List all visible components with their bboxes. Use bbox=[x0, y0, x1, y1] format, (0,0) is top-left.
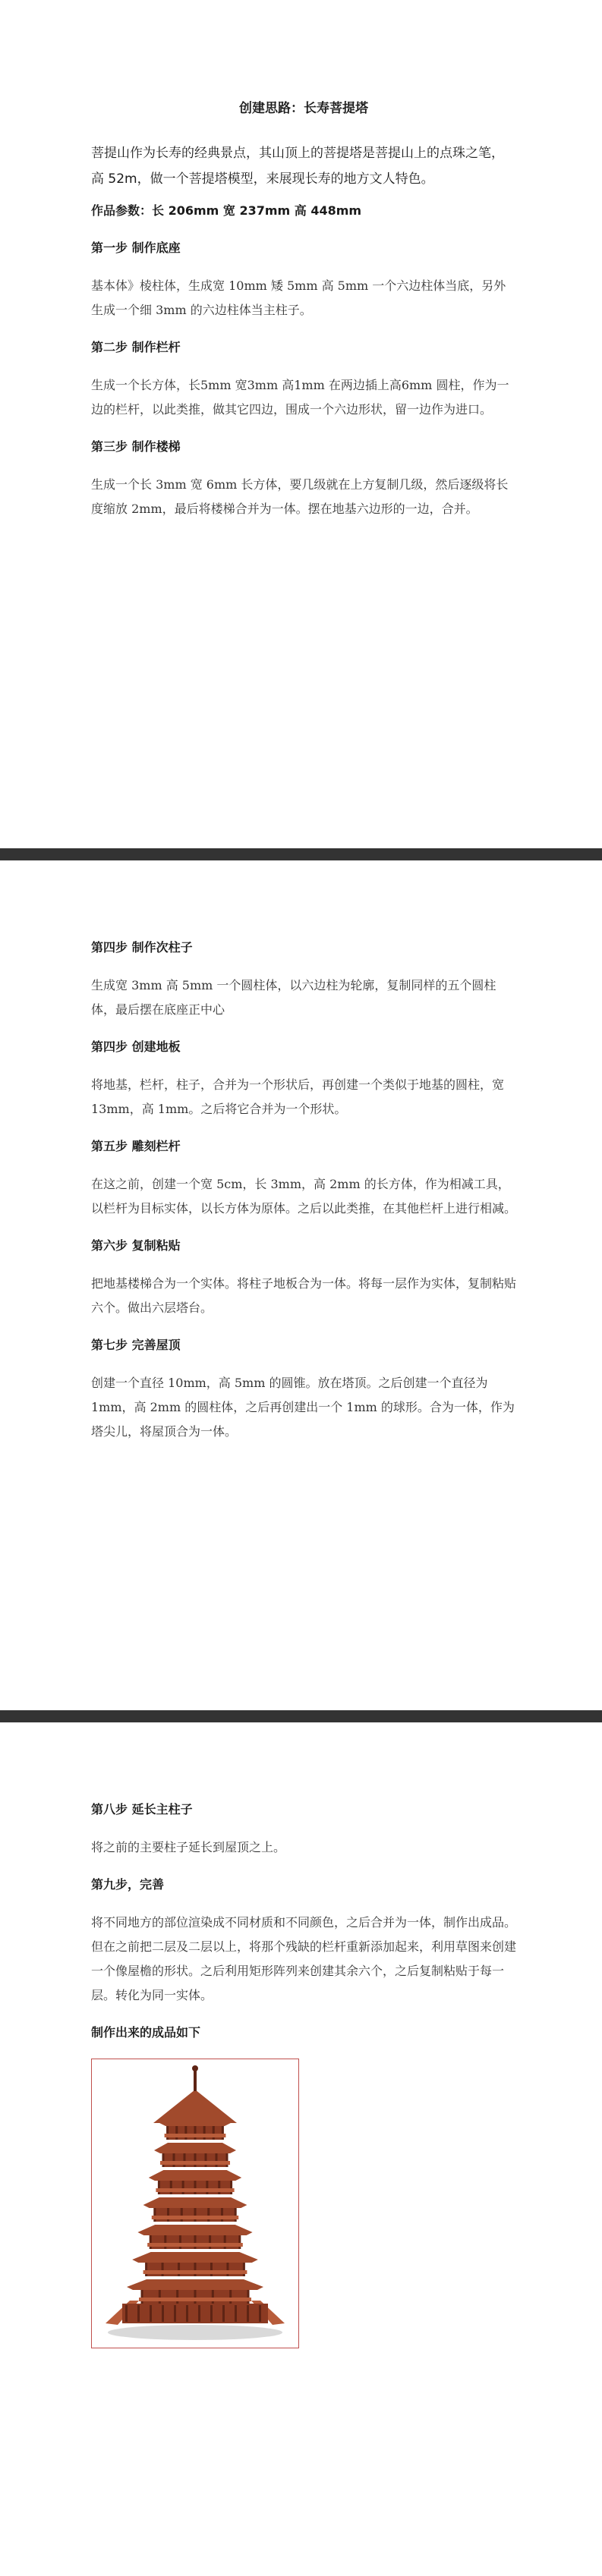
base-post bbox=[198, 2305, 200, 2322]
page-3-content bbox=[91, 1800, 516, 2348]
base-post bbox=[150, 2305, 152, 2322]
base-post bbox=[222, 2305, 225, 2322]
tier-railing bbox=[143, 2270, 247, 2274]
top-roof bbox=[153, 2090, 237, 2123]
base-post bbox=[174, 2305, 176, 2322]
tier-railing bbox=[152, 2216, 238, 2219]
step-4b-heading: 第四步 创建地板 bbox=[91, 1040, 181, 1054]
base-post bbox=[247, 2305, 249, 2322]
step-8-body: 将之前的主要柱子延长到屋顶之上。 bbox=[91, 1840, 286, 1854]
tier-eave bbox=[149, 2170, 241, 2181]
step-1-body: 基本体》棱柱体，生成宽 10mm 矮 5mm 高 5mm 一个六边柱体当底，另外生成一个细 3mm 的六边柱体当主柱子。 bbox=[91, 278, 506, 317]
tier-eave bbox=[127, 2279, 263, 2290]
pagoda-model-image bbox=[91, 2059, 299, 2348]
document-page-1 bbox=[0, 0, 602, 848]
tier-eave bbox=[137, 2225, 252, 2235]
document-title: 创建思路：长寿菩提塔 bbox=[239, 101, 368, 116]
step-2-heading: 第二步 制作栏杆 bbox=[91, 340, 181, 354]
step-7-heading: 第七步 完善屋顶 bbox=[91, 1338, 181, 1352]
tier-railing bbox=[139, 2298, 251, 2301]
step-4b-body: 将地基，栏杆，柱子，合并为一个形状后，再创建一个类似于地基的圆柱，宽 13mm，高 1mm。之后将它合并为一个形状。 bbox=[91, 1077, 505, 1116]
work-parameters: 作品参数：长 206mm 宽 237mm 高 448mm bbox=[91, 203, 362, 218]
pagoda-model-illustration bbox=[92, 2059, 298, 2348]
tier-railing bbox=[160, 2161, 230, 2165]
step-5-body: 在这之前，创建一个宽 5cm，长 3mm，高 2mm 的长方体，作为相减工具，以栏杆为目标实体，以长方体为原体。之后以此类推，在其他栏杆上进行相减。 bbox=[91, 1177, 517, 1216]
step-1-heading: 第一步 制作底座 bbox=[91, 241, 181, 255]
step-9-heading: 第九步，完善 bbox=[91, 1877, 165, 1892]
step-7-body: 创建一个直径 10mm，高 5mm 的圆锥。放在塔顶。之后创建一个直径为 1mm，高 2mm 的圆柱体，之后再创建出一个 1mm 的球形。合为一体，作为塔尖儿，将屋顶合为一体。 bbox=[91, 1376, 515, 1439]
base-post bbox=[186, 2305, 188, 2322]
step-6-heading: 第六步 复制粘贴 bbox=[91, 1238, 181, 1253]
step-4a-body: 生成宽 3mm 高 5mm 一个圆柱体，以六边柱为轮廓，复制同样的五个圆柱体，最后摆在底座正中心 bbox=[91, 978, 496, 1017]
step-6-body: 把地基楼梯合为一个实体。将柱子地板合为一体。将每一层作为实体，复制粘贴六个。做出六层塔台。 bbox=[91, 1276, 517, 1315]
base-post bbox=[210, 2305, 213, 2322]
base-post bbox=[137, 2305, 140, 2322]
step-5-heading: 第五步 雕刻栏杆 bbox=[91, 1139, 181, 1153]
step-3-heading: 第三步 制作楼梯 bbox=[91, 439, 181, 454]
base-post bbox=[235, 2305, 237, 2322]
step-9-body: 将不同地方的部位渲染成不同材质和不同颜色，之后合并为一体，制作出成品。但在之前把二层及二层以上，将那个残缺的栏杆重新添加起来，利用草图来创建一个像屋檐的形状。之后利用矩形阵列来创建其余六个，之后复制粘贴于每一层。转化为同一实体。 bbox=[91, 1915, 517, 2002]
step-8-heading: 第八步 延长主柱子 bbox=[91, 1802, 193, 1816]
step-4a-heading: 第四步 制作次柱子 bbox=[91, 940, 193, 955]
page-2-content bbox=[91, 938, 516, 1459]
intro-paragraph: 菩提山作为长寿的经典景点，其山顶上的菩提塔是菩提山上的点珠之笔，高 52m，做一个菩提塔模型，来展现长寿的地方文人特色。 bbox=[91, 146, 504, 187]
step-3-body: 生成一个长 3mm 宽 6mm 长方体，要几级就在上方复制几级，然后逐级将长度缩放 2mm，最后将楼梯合并为一体。摆在地基六边形的一边，合并。 bbox=[91, 477, 509, 516]
base-platform bbox=[122, 2304, 268, 2323]
result-heading: 制作出来的成品如下 bbox=[91, 2025, 201, 2040]
ground-shadow bbox=[108, 2325, 282, 2340]
page-separator bbox=[0, 1710, 602, 1722]
tier-eave bbox=[132, 2252, 258, 2263]
document-page-3 bbox=[0, 1722, 602, 2576]
tier-railing bbox=[156, 2188, 234, 2192]
page-1-content bbox=[91, 97, 516, 536]
base-post bbox=[125, 2305, 128, 2322]
spire-pole bbox=[194, 2070, 197, 2091]
spire-ball bbox=[192, 2065, 198, 2071]
step-2-body: 生成一个长方体，长5mm 宽3mm 高1mm 在两边插上高6mm 圆柱，作为一边的栏杆，以此类推，做其它四边，围成一个六边形状，留一边作为进口。 bbox=[91, 378, 509, 417]
base-post bbox=[259, 2305, 261, 2322]
tier-eave bbox=[154, 2143, 236, 2153]
document-page-2 bbox=[0, 860, 602, 1710]
tier-eave bbox=[143, 2197, 247, 2208]
tier-railing bbox=[165, 2134, 226, 2137]
page-separator bbox=[0, 848, 602, 860]
tier-railing bbox=[147, 2243, 243, 2247]
base-post bbox=[162, 2305, 164, 2322]
